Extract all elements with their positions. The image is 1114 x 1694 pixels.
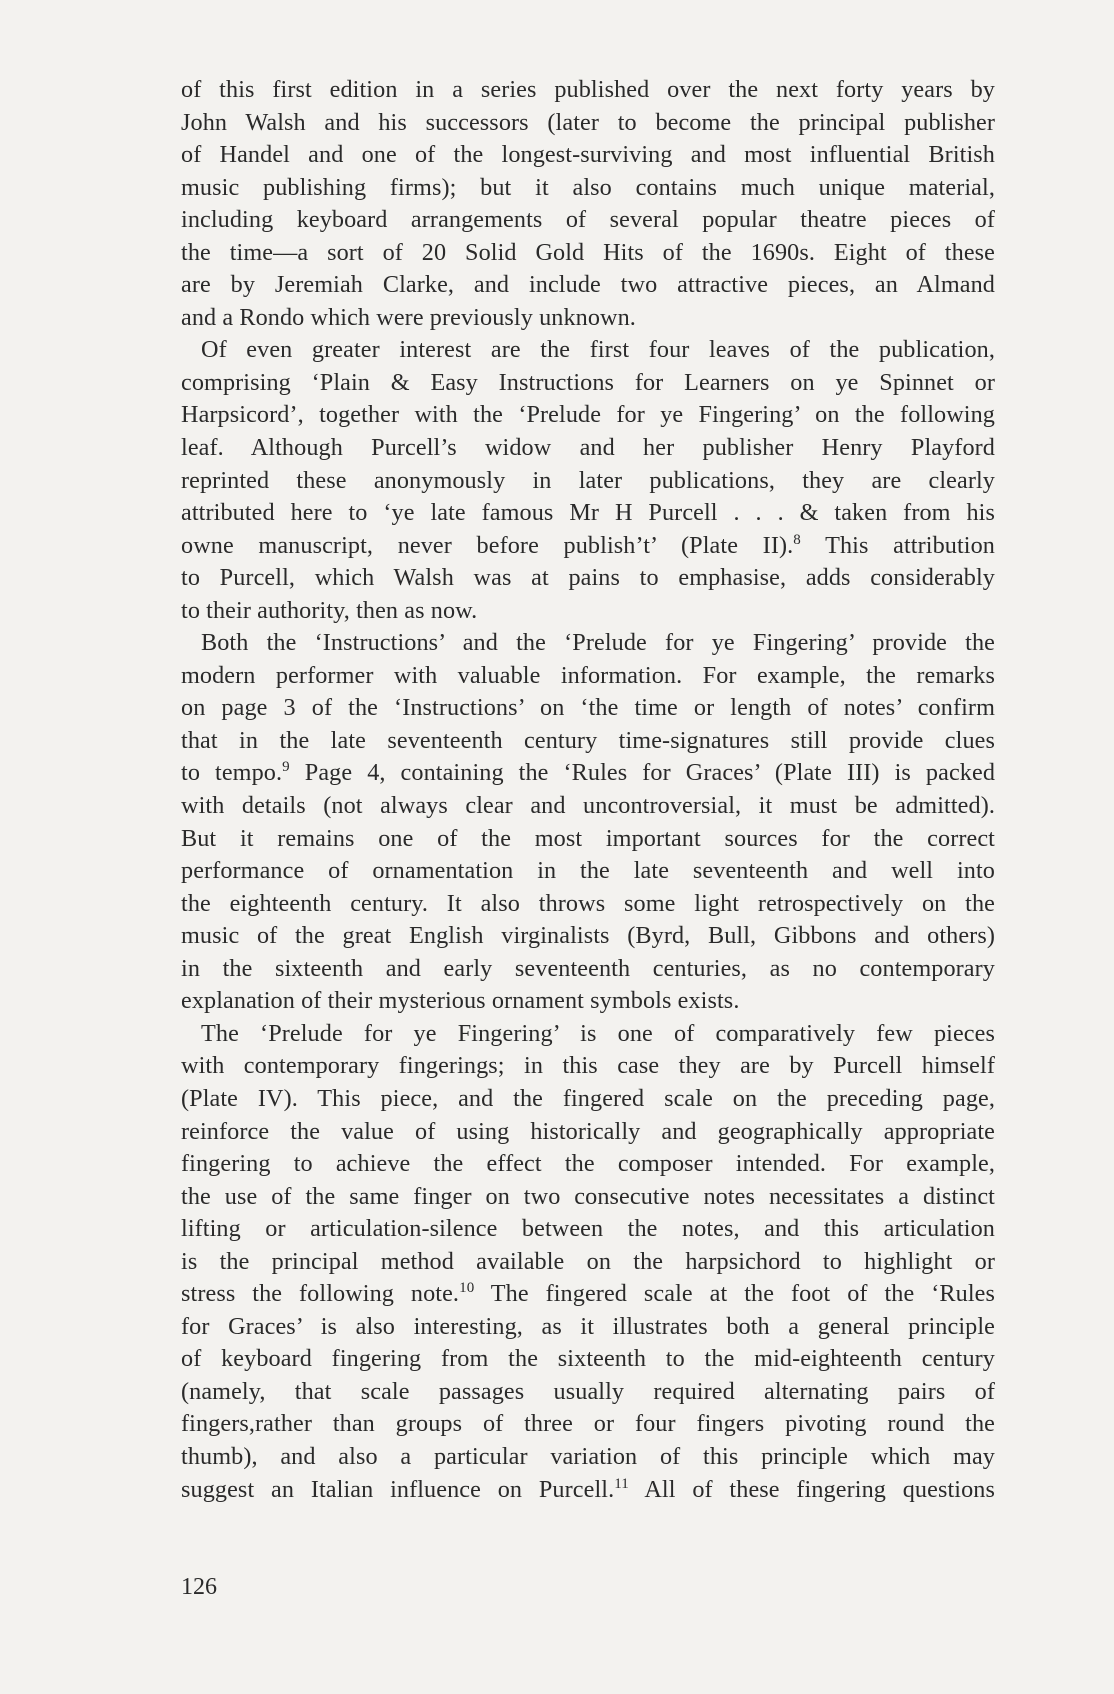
text-line-content: explanation of their mysterious ornament symbols exists. [181, 987, 740, 1015]
text-line [181, 1018, 995, 1051]
text-line [181, 334, 995, 367]
text-line-continuation: This attribution [800, 531, 995, 559]
text-line-content: for Graces’ is also interesting, as it illustrates both a general principle [181, 1312, 995, 1340]
text-line-content: in the sixteenth and early seventeenth centuries, as no contemporary [181, 954, 995, 982]
text-line-content: Harpsicord’, together with the ‘Prelude for ye Fingering’ on the following [181, 401, 995, 429]
text-line [181, 660, 995, 693]
text-line-content: lifting or articulation-silence between the notes, and this articulation [181, 1215, 995, 1243]
text-line [181, 1474, 995, 1507]
text-line-continuation: The fingered scale at the foot of the ‘Rules [474, 1280, 995, 1308]
text-line-content: music publishing firms); but it also contains much unique material, [181, 173, 995, 201]
text-line-content: reprinted these anonymously in later publications, they are clearly [181, 466, 995, 494]
text-line [181, 692, 995, 725]
text-line [181, 204, 995, 237]
text-line-content: the time—a sort of 20 Solid Gold Hits of the 1690s. Eight of these [181, 238, 995, 266]
text-line [181, 269, 995, 302]
text-line [181, 953, 995, 986]
text-line [181, 1213, 995, 1246]
footnote-reference: 11 [614, 1475, 629, 1492]
text-line [181, 139, 995, 172]
text-line [181, 888, 995, 921]
text-line [181, 465, 995, 498]
text-line-content: the eighteenth century. It also throws some light retrospectively on the [181, 889, 995, 917]
text-line-content: of Handel and one of the longest-surviving and most influential British [181, 141, 995, 169]
text-line-content: attributed here to ‘ye late famous Mr H Purcell . . . & taken from his [181, 499, 995, 527]
text-line [181, 1278, 995, 1311]
text-line [181, 1246, 995, 1279]
text-line-content: performance of ornamentation in the late seventeenth and well into [181, 857, 995, 885]
text-line [181, 1343, 995, 1376]
text-line [181, 823, 995, 856]
text-line-content: are by Jeremiah Clarke, and include two attractive pieces, an Almand [181, 271, 995, 299]
text-line [181, 562, 995, 595]
text-line [181, 725, 995, 758]
text-line-content: (namely, that scale passages usually required alternating pairs of [181, 1377, 995, 1405]
text-line [181, 595, 995, 628]
text-line [181, 1050, 995, 1083]
text-line-content: (Plate IV). This piece, and the fingered scale on the preceding page, [181, 1084, 995, 1112]
text-line [181, 1311, 995, 1344]
text-line [181, 74, 995, 107]
text-line [181, 432, 995, 465]
text-line-content: that in the late seventeenth century time-signatures still provide clues [181, 726, 995, 754]
text-line-content: of keyboard fingering from the sixteenth to the mid-eighteenth century [181, 1345, 995, 1373]
text-line-content: modern performer with valuable information. For example, the remarks [181, 661, 995, 689]
text-line-content: and a Rondo which were previously unknown. [181, 303, 636, 331]
text-line-content: to their authority, then as now. [181, 596, 478, 624]
text-line [181, 855, 995, 888]
text-line [181, 530, 995, 563]
text-line [181, 1408, 995, 1441]
text-line-content: leaf. Although Purcell’s widow and her publisher Henry Playford [181, 434, 995, 462]
text-line-content: comprising ‘Plain & Easy Instructions for Learners on ye Spinnet or [181, 368, 995, 396]
text-line-content: The ‘Prelude for ye Fingering’ is one of comparatively few pieces [201, 1019, 995, 1047]
text-line-content: fingering to achieve the effect the composer intended. For example, [181, 1150, 995, 1178]
text-line [181, 985, 995, 1018]
text-line-content: is the principal method available on the harpsichord to highlight or [181, 1247, 995, 1275]
text-line-content: stress the following note. [181, 1280, 460, 1308]
text-line [181, 627, 995, 660]
text-line [181, 1181, 995, 1214]
text-line [181, 790, 995, 823]
body-text [181, 74, 995, 1506]
text-line [181, 1376, 995, 1409]
text-line-content: with contemporary fingerings; in this case they are by Purcell himself [181, 1052, 995, 1080]
text-line [181, 757, 995, 790]
text-line [181, 1148, 995, 1181]
text-line-content: reinforce the value of using historically and geographically appropriate [181, 1117, 995, 1145]
text-line-content: to tempo. [181, 759, 283, 787]
text-line [181, 237, 995, 270]
text-line-content: Of even greater interest are the first four leaves of the publication, [201, 336, 995, 364]
footnote-reference: 8 [793, 531, 801, 548]
text-line-content: on page 3 of the ‘Instructions’ on ‘the time or length of notes’ confirm [181, 694, 995, 722]
text-line [181, 367, 995, 400]
page-number: 126 [181, 1574, 217, 1600]
text-line [181, 107, 995, 140]
text-line-content: of this first edition in a series published over the next forty years by [181, 76, 995, 103]
text-line-content: including keyboard arrangements of several popular theatre pieces of [181, 206, 995, 234]
text-line [181, 399, 995, 432]
text-line-content: with details (not always clear and uncontroversial, it must be admitted). [181, 792, 995, 820]
footnote-reference: 10 [459, 1280, 475, 1297]
text-line [181, 172, 995, 205]
text-line-content: But it remains one of the most important sources for the correct [181, 824, 995, 852]
text-line-content: suggest an Italian influence on Purcell. [181, 1475, 615, 1503]
text-line [181, 1083, 995, 1116]
text-line-continuation: Page 4, containing the ‘Rules for Graces’ (Plate III) is packed [289, 759, 995, 787]
text-line [181, 302, 995, 335]
text-line-content: music of the great English virginalists (Byrd, Bull, Gibbons and others) [181, 922, 995, 950]
text-line-content: thumb), and also a particular variation of this principle which may [181, 1442, 995, 1470]
text-line-content: fingers,rather than groups of three or four fingers pivoting round the [181, 1410, 995, 1438]
text-line-continuation: All of these fingering questions [628, 1475, 995, 1503]
text-line [181, 1441, 995, 1474]
text-line [181, 497, 995, 530]
text-line-content: owne manuscript, never before publish’t’ (Plate II). [181, 531, 794, 559]
text-line-content: the use of the same finger on two consecutive notes necessitates a distinct [181, 1182, 995, 1210]
text-line [181, 920, 995, 953]
text-line-content: Both the ‘Instructions’ and the ‘Prelude for ye Fingering’ provide the [201, 629, 995, 657]
footnote-reference: 9 [282, 759, 290, 776]
text-line-content: to Purcell, which Walsh was at pains to emphasise, adds considerably [181, 564, 995, 592]
text-line [181, 1116, 995, 1149]
text-line-content: John Walsh and his successors (later to become the principal publisher [181, 108, 995, 136]
